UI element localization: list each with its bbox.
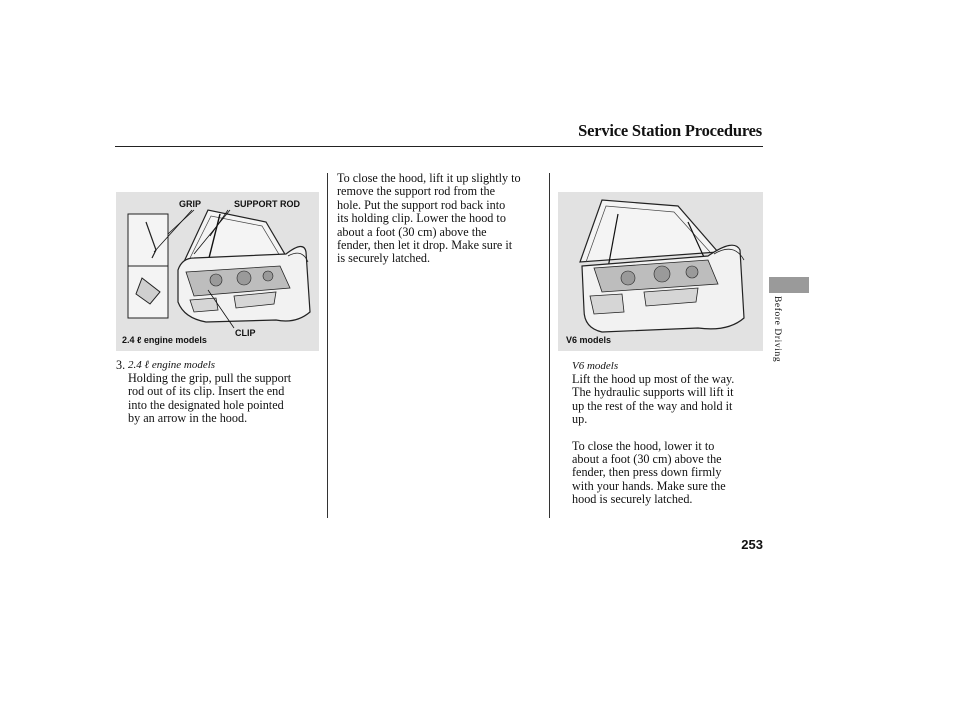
step-heading: 2.4 ℓ engine models: [128, 359, 216, 371]
text-line: fender, then let it drop. Make sure it: [337, 238, 513, 253]
section-tab-text: Before Driving: [772, 296, 782, 363]
v6-para-1: [572, 373, 762, 427]
text-line: by an arrow in the hood.: [128, 411, 248, 426]
section-tab: [769, 277, 809, 293]
v6-para-2: [572, 440, 762, 507]
page-number: 253: [741, 537, 763, 552]
text-line: about a foot (30 cm) above the: [337, 224, 487, 239]
text-line: The hydraulic supports will lift it: [572, 385, 734, 400]
text-line: up.: [572, 412, 588, 427]
text-line: To close the hood, lower it to: [572, 438, 715, 453]
text-line: To close the hood, lift it up slightly to: [337, 171, 521, 185]
text-line: is securely latched.: [337, 251, 431, 266]
figure-2-4-engine: [116, 192, 319, 351]
section-tab-label: [770, 296, 784, 386]
column-divider-left: [327, 173, 328, 518]
text-line: hole. Put the support rod back into: [337, 197, 506, 212]
column-divider-right: [549, 173, 550, 518]
text-line: about a foot (30 cm) above the: [572, 452, 722, 467]
v6-engine-bay-illustration: [558, 192, 763, 351]
page-title: Service Station Procedures: [578, 121, 762, 140]
v6-section: [572, 358, 762, 507]
engine-bay-illustration: [116, 192, 319, 351]
text-line: remove the support rod from the: [337, 184, 496, 199]
label-support-rod: SUPPORT ROD: [234, 199, 301, 209]
text-line: Holding the grip, pull the support: [128, 371, 292, 385]
label-clip: CLIP: [235, 328, 256, 338]
text-line: its holding clip. Lower the hood to: [337, 211, 506, 226]
text-line: fender, then press down firmly: [572, 465, 722, 480]
text-line: with your hands. Make sure the: [572, 478, 726, 493]
text-line: up the rest of the way and hold it: [572, 398, 733, 413]
text-line: Lift the hood up most of the way.: [572, 372, 735, 386]
text-line: rod out of its clip. Insert the end: [128, 384, 285, 399]
figure-caption-v6: V6 models: [566, 335, 612, 345]
figure-v6-engine: [558, 192, 763, 351]
step-text: [128, 372, 328, 426]
text-line: into the designated hole pointed: [128, 397, 284, 412]
v6-heading: V6 models: [572, 360, 619, 372]
label-grip: GRIP: [179, 199, 202, 209]
close-hood-text: [337, 172, 545, 266]
text-line: hood is securely latched.: [572, 492, 693, 507]
figure-caption-2-4: 2.4 ℓ engine models: [122, 335, 207, 345]
header-rule: [115, 146, 763, 147]
step-number: 3.: [116, 358, 126, 372]
